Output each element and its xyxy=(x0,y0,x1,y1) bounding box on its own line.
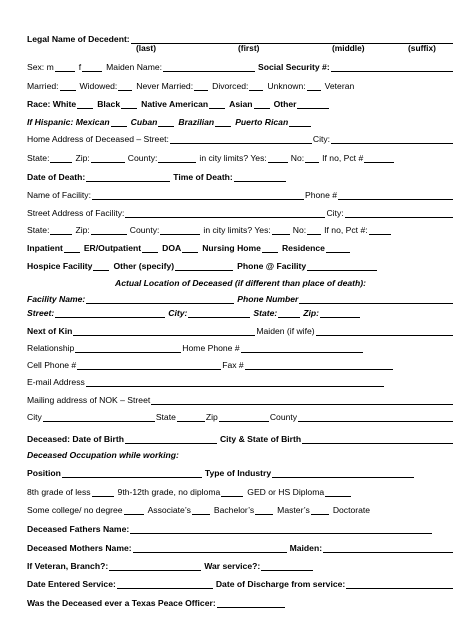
brazilian-field[interactable] xyxy=(215,117,231,127)
cell-row xyxy=(27,358,454,370)
facility-state-field[interactable] xyxy=(50,225,72,235)
widowed-field[interactable] xyxy=(118,81,132,91)
actual-state-label: State: xyxy=(253,308,278,318)
place2-row xyxy=(27,259,454,271)
last-label: (last) xyxy=(136,43,157,53)
widowed-label: Widowed: xyxy=(79,81,118,91)
date-of-death-field[interactable] xyxy=(86,172,170,182)
home-zip-field[interactable] xyxy=(91,153,125,163)
mailing-zip-field[interactable] xyxy=(219,412,269,422)
facility-name-field[interactable] xyxy=(92,190,304,200)
facility-limits-yes-field[interactable] xyxy=(272,225,290,235)
suffix-label: (suffix) xyxy=(408,43,436,53)
mailing-county-label: County xyxy=(269,412,298,422)
facility-county-field[interactable] xyxy=(160,225,200,235)
doa-label: DOA xyxy=(162,243,182,253)
facility-street-label: Street Address of Facility: xyxy=(27,208,125,218)
actual-street-label: Street: xyxy=(27,308,55,318)
first-label: (first) xyxy=(238,43,260,53)
facility-state-row xyxy=(27,223,454,235)
married-label: Married: xyxy=(27,81,59,91)
actual-zip-field[interactable] xyxy=(320,308,360,318)
facility-street-field[interactable] xyxy=(125,208,325,218)
bachelor-label: Bachelor’s xyxy=(213,505,255,515)
mailing-city-label: City xyxy=(27,412,42,422)
legal-name-field[interactable] xyxy=(131,34,453,44)
home-phone-field[interactable] xyxy=(241,343,363,353)
home-limits-label: in city limits? Yes: xyxy=(199,153,267,163)
facility-city-field[interactable] xyxy=(345,208,453,218)
maiden-name-label: Maiden Name: xyxy=(106,62,163,72)
race-black-field[interactable] xyxy=(121,99,137,109)
entered-service-field[interactable] xyxy=(117,579,213,589)
facility-limits-label: in city limits? Yes: xyxy=(203,225,271,235)
inpatient-label: Inpatient xyxy=(27,243,63,253)
war-service-field[interactable] xyxy=(261,561,313,571)
war-service-label: War service?: xyxy=(204,561,261,571)
cell-phone-label: Cell Phone # xyxy=(27,360,77,370)
doa-field[interactable] xyxy=(182,243,198,253)
occupation-heading-row xyxy=(27,448,454,460)
cuban-label: Cuban xyxy=(130,117,158,127)
inpatient-field[interactable] xyxy=(64,243,80,253)
mailing-city-row xyxy=(27,410,454,422)
next-of-kin-field[interactable] xyxy=(73,326,255,336)
sex-m-field[interactable] xyxy=(55,62,75,72)
facility-name-label: Name of Facility: xyxy=(27,190,91,200)
industry-label: Type of Industry xyxy=(204,468,272,478)
hospice-label: Hospice Facility xyxy=(27,261,93,271)
sex-f-field[interactable] xyxy=(82,62,102,72)
home-city-field[interactable] xyxy=(331,134,453,144)
mexican-field[interactable] xyxy=(111,117,127,127)
position-row xyxy=(27,466,454,478)
actual-location-heading: Actual Location of Deceased (if different than place of death): xyxy=(114,278,366,288)
cuban-field[interactable] xyxy=(158,117,174,127)
actual-address-row xyxy=(27,306,454,318)
race-black-label: Black xyxy=(97,99,121,109)
home-zip-label: Zip: xyxy=(75,153,90,163)
branch-label: If Veteran, Branch?: xyxy=(27,561,109,571)
relationship-row xyxy=(27,341,454,353)
home-phone-label: Home Phone # xyxy=(182,343,240,353)
eighth-grade-label: 8th grade of less xyxy=(27,487,91,497)
service-dates-row xyxy=(27,577,454,589)
mother-maiden-field[interactable] xyxy=(323,543,453,553)
home-no-label: No: xyxy=(290,153,305,163)
race-white-label: Race: White xyxy=(27,99,77,109)
veteran-label: Veteran xyxy=(324,81,355,91)
actual-state-field[interactable] xyxy=(278,308,300,318)
industry-field[interactable] xyxy=(272,468,414,478)
some-college-field[interactable] xyxy=(124,505,144,515)
actual-city-field[interactable] xyxy=(188,308,250,318)
ninth-grade-field[interactable] xyxy=(221,487,243,497)
actual-zip-label: Zip: xyxy=(303,308,319,318)
ssn-field[interactable] xyxy=(331,62,453,72)
unknown-field[interactable] xyxy=(307,81,321,91)
discharge-field[interactable] xyxy=(346,579,453,589)
home-no-field[interactable] xyxy=(305,153,319,163)
mailing-zip-label: Zip xyxy=(205,412,218,422)
actual-phone-field[interactable] xyxy=(299,294,453,304)
other-specify-field[interactable] xyxy=(175,261,233,271)
birth-row xyxy=(27,432,454,444)
actual-facility-row xyxy=(27,292,454,304)
occupation-heading: Deceased Occupation while working: xyxy=(27,450,179,460)
sex-m-label: Sex: m xyxy=(27,62,54,72)
race-native-field[interactable] xyxy=(209,99,225,109)
phone-facility-field[interactable] xyxy=(307,261,377,271)
ged-field[interactable] xyxy=(325,487,351,497)
ninth-grade-label: 9th-12th grade, no diploma xyxy=(117,487,221,497)
kin-maiden-label: Maiden (if wife) xyxy=(256,326,315,336)
email-field[interactable] xyxy=(86,377,384,387)
position-label: Position xyxy=(27,468,61,478)
never-married-label: Never Married: xyxy=(136,81,194,91)
actual-street-field[interactable] xyxy=(55,308,165,318)
home-state-label: State: xyxy=(27,153,50,163)
sex-row xyxy=(27,60,454,72)
mother-name-field[interactable] xyxy=(133,543,287,553)
associate-field[interactable] xyxy=(192,505,210,515)
education-row xyxy=(27,485,454,497)
middle-label: (middle) xyxy=(332,43,365,53)
branch-field[interactable] xyxy=(109,561,201,571)
home-city-label: City: xyxy=(312,134,331,144)
actual-city-label: City: xyxy=(168,308,188,318)
father-row xyxy=(27,522,454,534)
puerto-rican-label: Puerto Rican xyxy=(235,117,289,127)
facility-street-row xyxy=(27,206,454,218)
facility-pct-field[interactable] xyxy=(369,225,391,235)
home-state-row xyxy=(27,151,454,163)
actual-phone-label: Phone Number xyxy=(237,294,299,304)
doctorate-label: Doctorate xyxy=(332,505,371,515)
home-limits-yes-field[interactable] xyxy=(268,153,288,163)
next-of-kin-label: Next of Kin xyxy=(27,326,73,336)
facility-pct-label: If no, Pct #: xyxy=(324,225,368,235)
race-white-field[interactable] xyxy=(77,99,93,109)
fax-label: Fax # xyxy=(222,360,244,370)
nursing-field[interactable] xyxy=(262,243,278,253)
death-row xyxy=(27,170,454,182)
race-other-label: Other xyxy=(273,99,297,109)
mother-row xyxy=(27,541,454,553)
hispanic-row xyxy=(27,115,454,127)
facility-county-label: County: xyxy=(129,225,160,235)
home-address-field[interactable] xyxy=(170,134,312,144)
brazilian-label: Brazilian xyxy=(178,117,215,127)
actual-facility-label: Facility Name: xyxy=(27,294,86,304)
mailing-state-field[interactable] xyxy=(177,412,205,422)
unknown-label: Unknown: xyxy=(267,81,306,91)
home-county-label: County: xyxy=(127,153,158,163)
email-label: E-mail Address xyxy=(27,377,85,387)
date-of-birth-field[interactable] xyxy=(125,434,217,444)
other-specify-label: Other (specify) xyxy=(113,261,175,271)
mailing-city-field[interactable] xyxy=(43,412,155,422)
place-row xyxy=(27,241,454,253)
mexican-label: If Hispanic: Mexican xyxy=(27,117,110,127)
race-asian-field[interactable] xyxy=(254,99,270,109)
facility-name-row xyxy=(27,188,454,200)
actual-facility-field[interactable] xyxy=(86,294,234,304)
home-county-field[interactable] xyxy=(158,153,196,163)
discharge-label: Date of Discharge from service: xyxy=(215,579,346,589)
cell-phone-field[interactable] xyxy=(77,360,221,370)
fax-field[interactable] xyxy=(245,360,393,370)
mailing-state-label: State xyxy=(155,412,176,422)
master-label: Master’s xyxy=(277,505,310,515)
eighth-grade-field[interactable] xyxy=(92,487,114,497)
puerto-rican-field[interactable] xyxy=(289,117,311,127)
date-of-birth-label: Deceased: Date of Birth xyxy=(27,434,124,444)
er-label: ER/Outpatient xyxy=(83,243,142,253)
facility-city-label: City: xyxy=(326,208,344,218)
mailing-county-field[interactable] xyxy=(298,412,453,422)
time-of-death-field[interactable] xyxy=(234,172,286,182)
some-college-label: Some college/ no degree xyxy=(27,505,123,515)
place-of-birth-label: City & State of Birth xyxy=(219,434,302,444)
facility-zip-label: Zip: xyxy=(75,225,90,235)
position-field[interactable] xyxy=(62,468,202,478)
home-pct-field[interactable] xyxy=(364,153,394,163)
divorced-field[interactable] xyxy=(249,81,263,91)
race-asian-label: Asian xyxy=(229,99,253,109)
mailing-row xyxy=(27,393,454,405)
home-address-label: Home Address of Deceased – Street: xyxy=(27,134,169,144)
veteran-row xyxy=(27,559,454,571)
nursing-label: Nursing Home xyxy=(202,243,261,253)
residence-label: Residence xyxy=(281,243,325,253)
ssn-label: Social Security #: xyxy=(258,62,330,72)
place-of-birth-field[interactable] xyxy=(302,434,453,444)
mother-name-label: Deceased Mothers Name: xyxy=(27,543,132,553)
bachelor-field[interactable] xyxy=(255,505,273,515)
phone-facility-label: Phone @ Facility xyxy=(237,261,307,271)
relationship-field[interactable] xyxy=(75,343,181,353)
peace-officer-field[interactable] xyxy=(217,598,285,608)
home-address-row xyxy=(27,132,454,144)
master-field[interactable] xyxy=(311,505,329,515)
ged-label: GED or HS Diploma xyxy=(247,487,325,497)
home-pct-label: If no, Pct # xyxy=(322,153,364,163)
time-of-death-label: Time of Death: xyxy=(173,172,233,182)
residence-field[interactable] xyxy=(326,243,350,253)
kin-row xyxy=(27,324,454,336)
entered-service-label: Date Entered Service: xyxy=(27,579,116,589)
associate-label: Associate’s xyxy=(147,505,191,515)
sex-f-label: f xyxy=(78,62,82,72)
actual-location-heading-row xyxy=(27,276,454,288)
father-name-field[interactable] xyxy=(130,524,432,534)
relationship-label: Relationship xyxy=(27,343,75,353)
maiden-name-field[interactable] xyxy=(163,62,255,72)
peace-officer-row xyxy=(27,596,454,608)
hospice-field[interactable] xyxy=(93,261,109,271)
race-row xyxy=(27,97,454,109)
married-field[interactable] xyxy=(60,81,76,91)
facility-zip-field[interactable] xyxy=(91,225,127,235)
divorced-label: Divorced: xyxy=(212,81,249,91)
date-of-death-label: Date of Death: xyxy=(27,172,86,182)
father-name-label: Deceased Fathers Name: xyxy=(27,524,130,534)
legal-name-label: Legal Name of Decedent: xyxy=(27,34,130,44)
race-native-label: Native American xyxy=(141,99,209,109)
kin-maiden-field[interactable] xyxy=(316,326,453,336)
facility-phone-label: Phone # xyxy=(305,190,338,200)
facility-phone-field[interactable] xyxy=(338,190,453,200)
mother-maiden-label: Maiden: xyxy=(289,543,323,553)
facility-no-label: No: xyxy=(292,225,307,235)
email-row xyxy=(27,375,454,387)
peace-officer-label: Was the Deceased ever a Texas Peace Officer: xyxy=(27,598,216,608)
facility-no-field[interactable] xyxy=(307,225,321,235)
er-field[interactable] xyxy=(142,243,158,253)
marital-row xyxy=(27,79,454,91)
never-married-field[interactable] xyxy=(194,81,208,91)
home-state-field[interactable] xyxy=(50,153,72,163)
education2-row xyxy=(27,503,454,515)
mailing-field[interactable] xyxy=(151,395,453,405)
mailing-label: Mailing address of NOK – Street xyxy=(27,395,151,405)
race-other-field[interactable] xyxy=(297,99,329,109)
facility-state-label: State: xyxy=(27,225,50,235)
